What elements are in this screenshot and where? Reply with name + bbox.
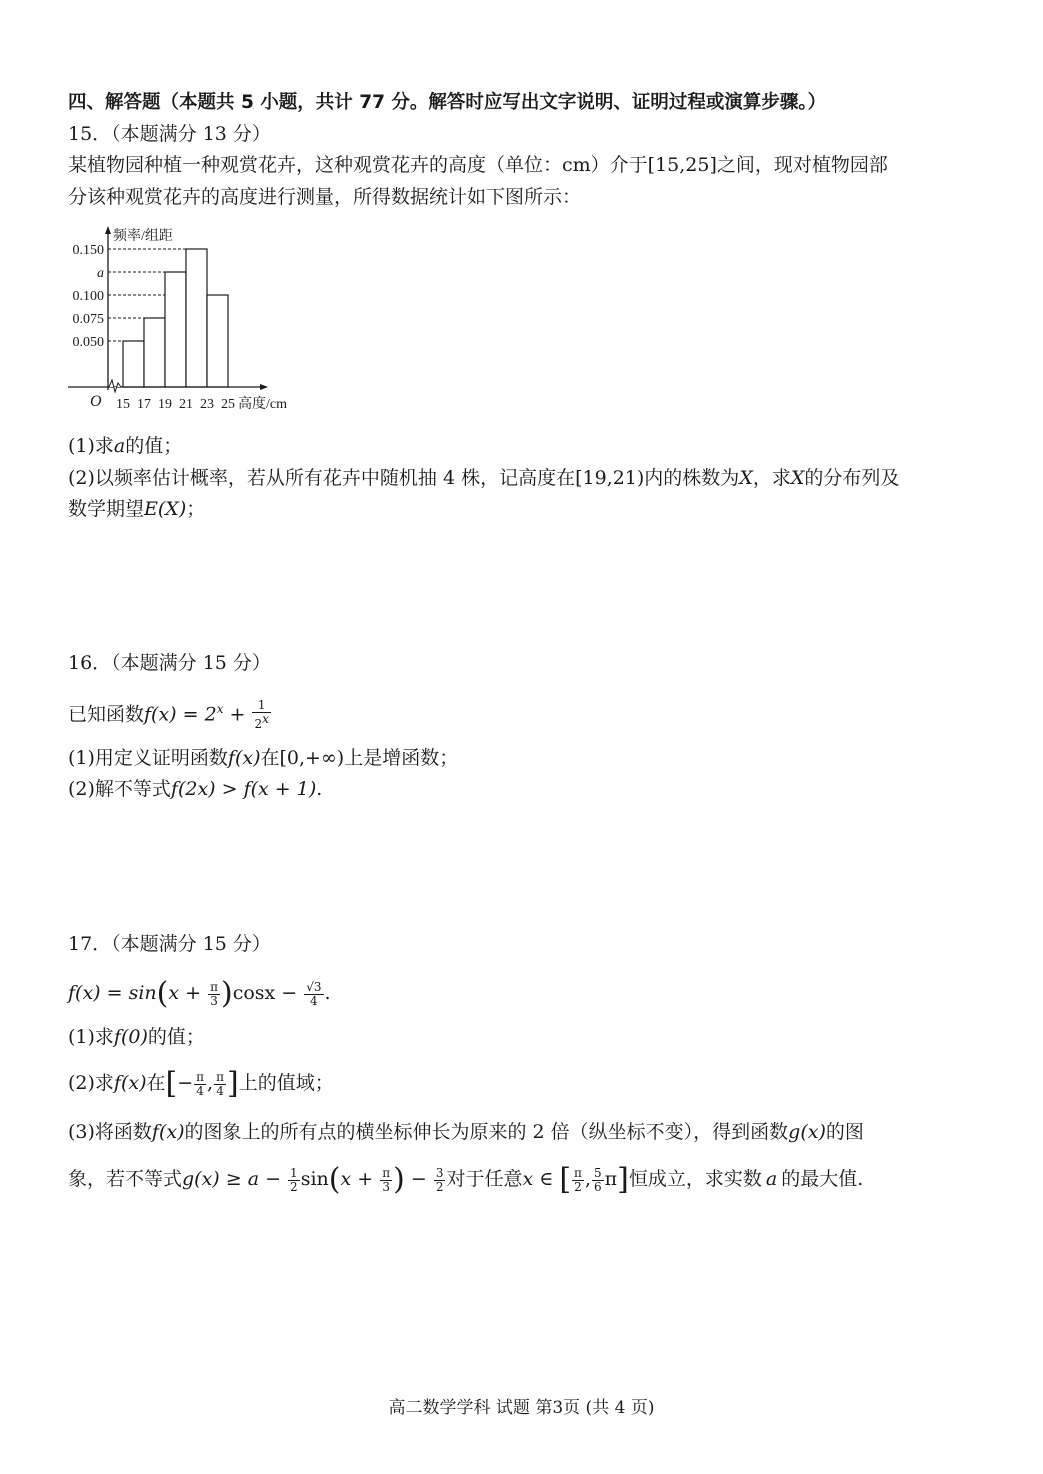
q15-part1: (1)求a的值； [68, 435, 183, 457]
x-tick-label: 23 [200, 397, 214, 412]
q15-header: 15．（本题满分 13 分） [68, 123, 271, 145]
q16-stem: 已知函数$f(x) = 2^x$ + $\frac{1}{2^x}$ [68, 698, 269, 732]
histogram-bar [165, 272, 186, 387]
x-tick-label: 17 [137, 397, 151, 412]
y-tick-label: 0.075 [72, 312, 104, 327]
q16-part2: (2)解不等式f(2x) > f(x + 1). [68, 778, 323, 800]
x-axis-arrow [260, 384, 268, 390]
page-footer: 高二数学学科 试题 第3页 (共 4 页) [388, 1398, 655, 1418]
q17-header: 17．（本题满分 15 分） [68, 933, 271, 955]
histogram-chart [62, 220, 322, 420]
y-tick-label: 0.050 [72, 335, 104, 350]
q15-stem-line1: 某植物园种植一种观赏花卉，这种观赏花卉的高度（单位：cm）介于[15,25]之间，现对植物园部 [68, 154, 888, 176]
histogram-bar [144, 318, 165, 387]
y-axis-label: 频率/组距 [113, 229, 173, 244]
q17-part2: (2)求f(x)在[− $\frac{\pi}{4}$ , $\frac{\pi}{4}$ ]上的值域； [68, 1066, 334, 1101]
x-tick-label: 25 [221, 397, 235, 412]
x-tick-label: 19 [158, 397, 172, 412]
histogram-bar [123, 341, 144, 387]
q16-header: 16．（本题满分 15 分） [68, 652, 271, 674]
q17-function: f(x) = sin(x + $\frac{\pi}{3}$ )cosx − $\frac{√3}{4}$ . [68, 976, 331, 1011]
q16-part1: (1)用定义证明函数f(x)在[0,+∞)上是增函数； [68, 747, 459, 769]
y-axis-arrow [105, 226, 111, 234]
q15-part2-line2: 数学期望E(X)； [68, 498, 206, 520]
origin-label: O [90, 393, 102, 410]
axis-break-mark [109, 380, 121, 392]
x-axis-label: 高度/cm [238, 397, 287, 412]
histogram-bar [207, 295, 228, 387]
x-tick-label: 15 [116, 397, 130, 412]
histogram-bar [186, 249, 207, 387]
section-title: 四、解答题（本题共 5 小题，共计 77 分。解答时应写出文字说明、证明过程或演算步骤。） [68, 92, 827, 113]
y-tick-label: 0.100 [72, 289, 104, 304]
q17-part3-line2: 象，若不等式g(x) ≥ a − $\frac{1}{2}$ sin(x + $\frac{\pi}{3}$ ) − $\frac{3}{2}$ 对于任意x ∈ [ $\frac{\pi}{2}$ , $\frac{5}{6}$ π]恒成立，求实数 a 的最大值. [68, 1162, 864, 1197]
y-tick-label: a [97, 266, 104, 281]
y-tick-label: 0.150 [72, 243, 104, 258]
q17-part3-line1: (3)将函数f(x)的图象上的所有点的横坐标伸长为原来的 2 倍（纵坐标不变），得到函数g(x)的图 [68, 1121, 864, 1143]
x-tick-label: 21 [179, 397, 193, 412]
q17-part1: (1)求f(0)的值； [68, 1026, 205, 1048]
q15-stem-line2: 分该种观赏花卉的高度进行测量，所得数据统计如下图所示： [68, 186, 582, 208]
q15-part2-line1: (2)以频率估计概率，若从所有花卉中随机抽 4 株，记高度在[19,21)内的株数为X，求X的分布列及 [68, 467, 900, 489]
